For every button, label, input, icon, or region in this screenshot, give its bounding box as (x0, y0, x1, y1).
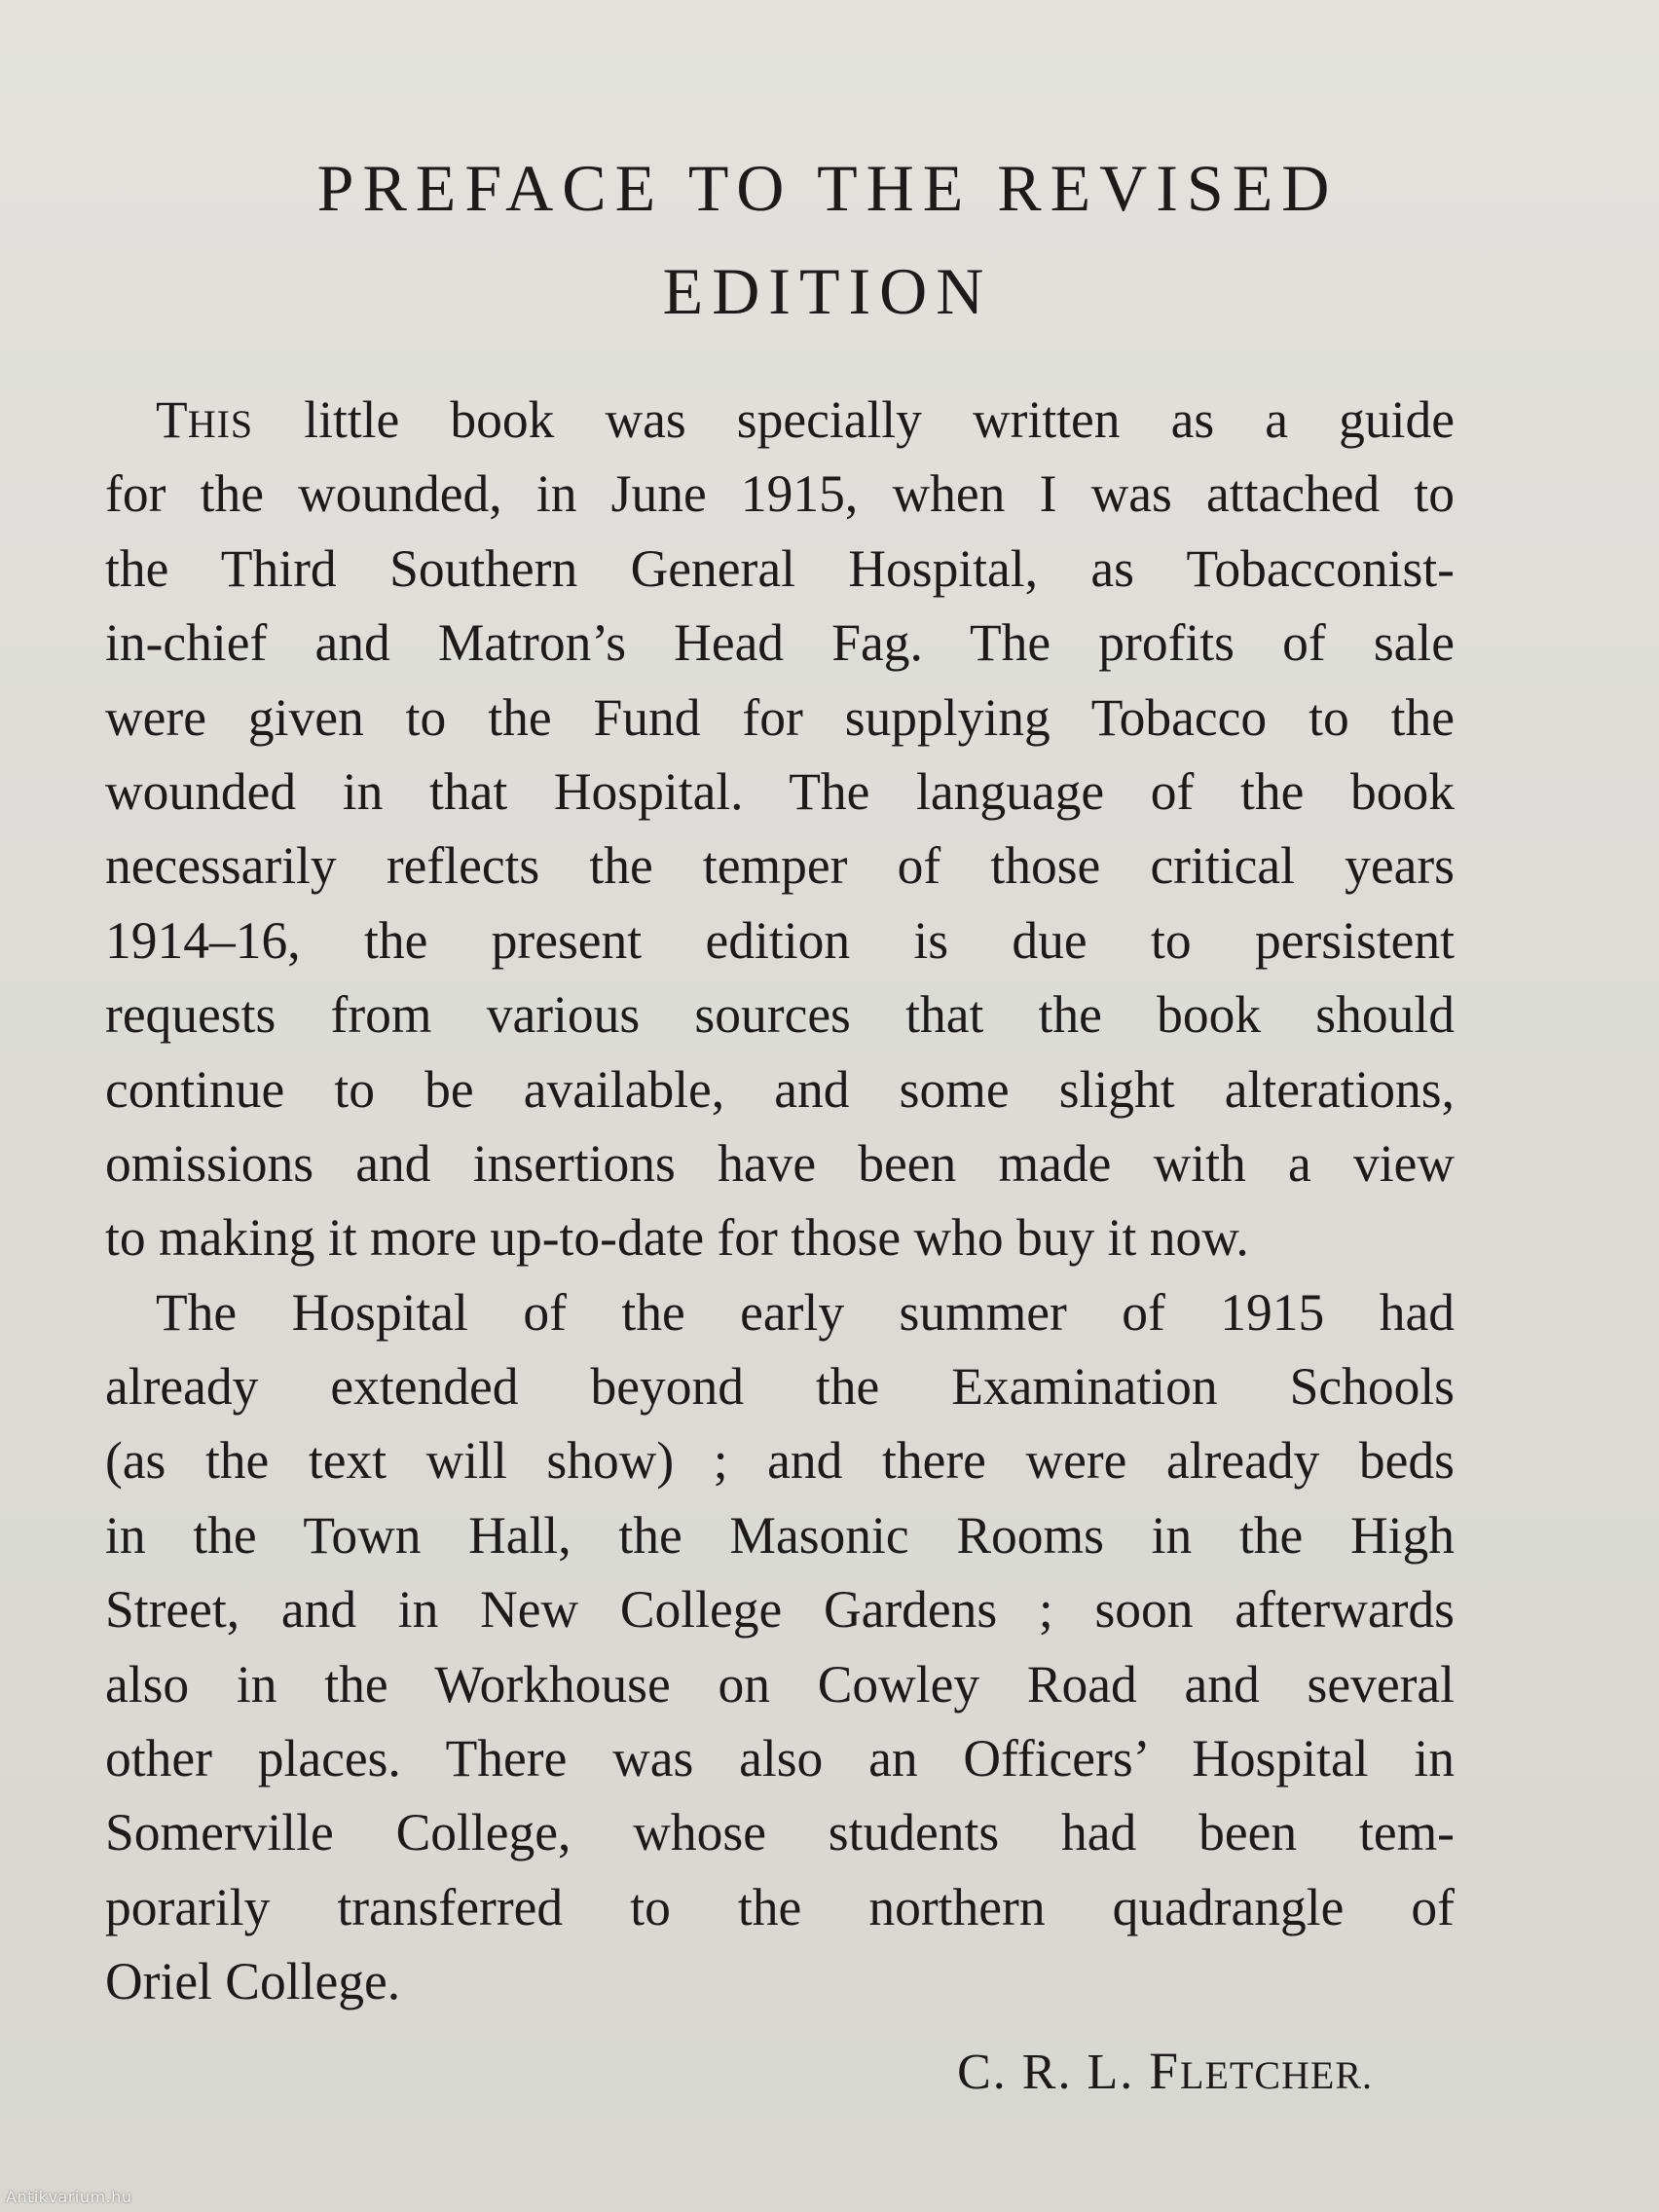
author-signature (957, 2041, 1373, 2101)
title-line-2: EDITION (662, 254, 993, 328)
paragraph-1-line: the Third Southern General Hospital, as Tobacconist- (105, 538, 1455, 598)
paragraph-2-line: (as the text will show) ; and there were already beds (105, 1431, 1455, 1491)
paragraph-2-line: porarily transferred to the northern quadrangle of (105, 1877, 1455, 1936)
paragraph-2-line: Street, and in New College Gardens ; soon afterwards (105, 1580, 1455, 1640)
drop-word-cap: T (156, 390, 188, 449)
paragraph-1-line-1 (105, 383, 1455, 457)
preface-body (105, 383, 1455, 2019)
drop-word-rest: HIS (187, 402, 254, 446)
first-line-text: little book was specially written as a guide (253, 390, 1455, 449)
paragraph-2-line: other places. There was also an Officers’ Hospital in (105, 1729, 1455, 1788)
title-line-1: PREFACE TO THE REVISED (316, 151, 1339, 225)
paragraph-1-line: wounded in that Hospital. The language of the book (105, 761, 1455, 821)
paragraph-1-line: 1914–16, the present edition is due to persistent (105, 910, 1455, 970)
paragraph-2-line: in the Town Hall, the Masonic Rooms in the High (105, 1505, 1455, 1565)
signature-surname-rest: LETCHER. (1180, 2053, 1373, 2097)
paragraph-1-line: were given to the Fund for supplying Tobacco to the (105, 687, 1455, 747)
paragraph-1-line: to making it more up-to-date for those who buy it now. (105, 1208, 1249, 1268)
paragraph-1-line: in-chief and Matron’s Head Fag. The profits of sale (105, 613, 1455, 673)
paragraph-1-line: requests from various sources that the book should (105, 985, 1455, 1045)
paragraph-2-line: already extended beyond the Examination Schools (105, 1357, 1455, 1417)
signature-initials: C. R. L. (957, 2045, 1150, 2100)
signature-surname-cap: F (1149, 2042, 1181, 2100)
paragraph-1-line: continue to be available, and some slight alterations, (105, 1059, 1455, 1119)
paragraph-2-line: Somerville College, whose students had been tem- (105, 1803, 1455, 1862)
paragraph-2-line: The Hospital of the early summer of 1915 had (156, 1282, 1455, 1342)
paragraph-1-line: omissions and insertions have been made with a view (105, 1133, 1455, 1193)
paragraph-2-line: Oriel College. (105, 1952, 401, 2011)
paragraph-1-line: for the wounded, in June 1915, when I was attached to (105, 464, 1455, 524)
watermark-text: Antikvarium.hu (6, 2188, 132, 2206)
paragraph-1-line: necessarily reflects the temper of those critical years (105, 836, 1455, 896)
paragraph-2-line: also in the Workhouse on Cowley Road and several (105, 1654, 1455, 1714)
page-title (97, 136, 1558, 343)
